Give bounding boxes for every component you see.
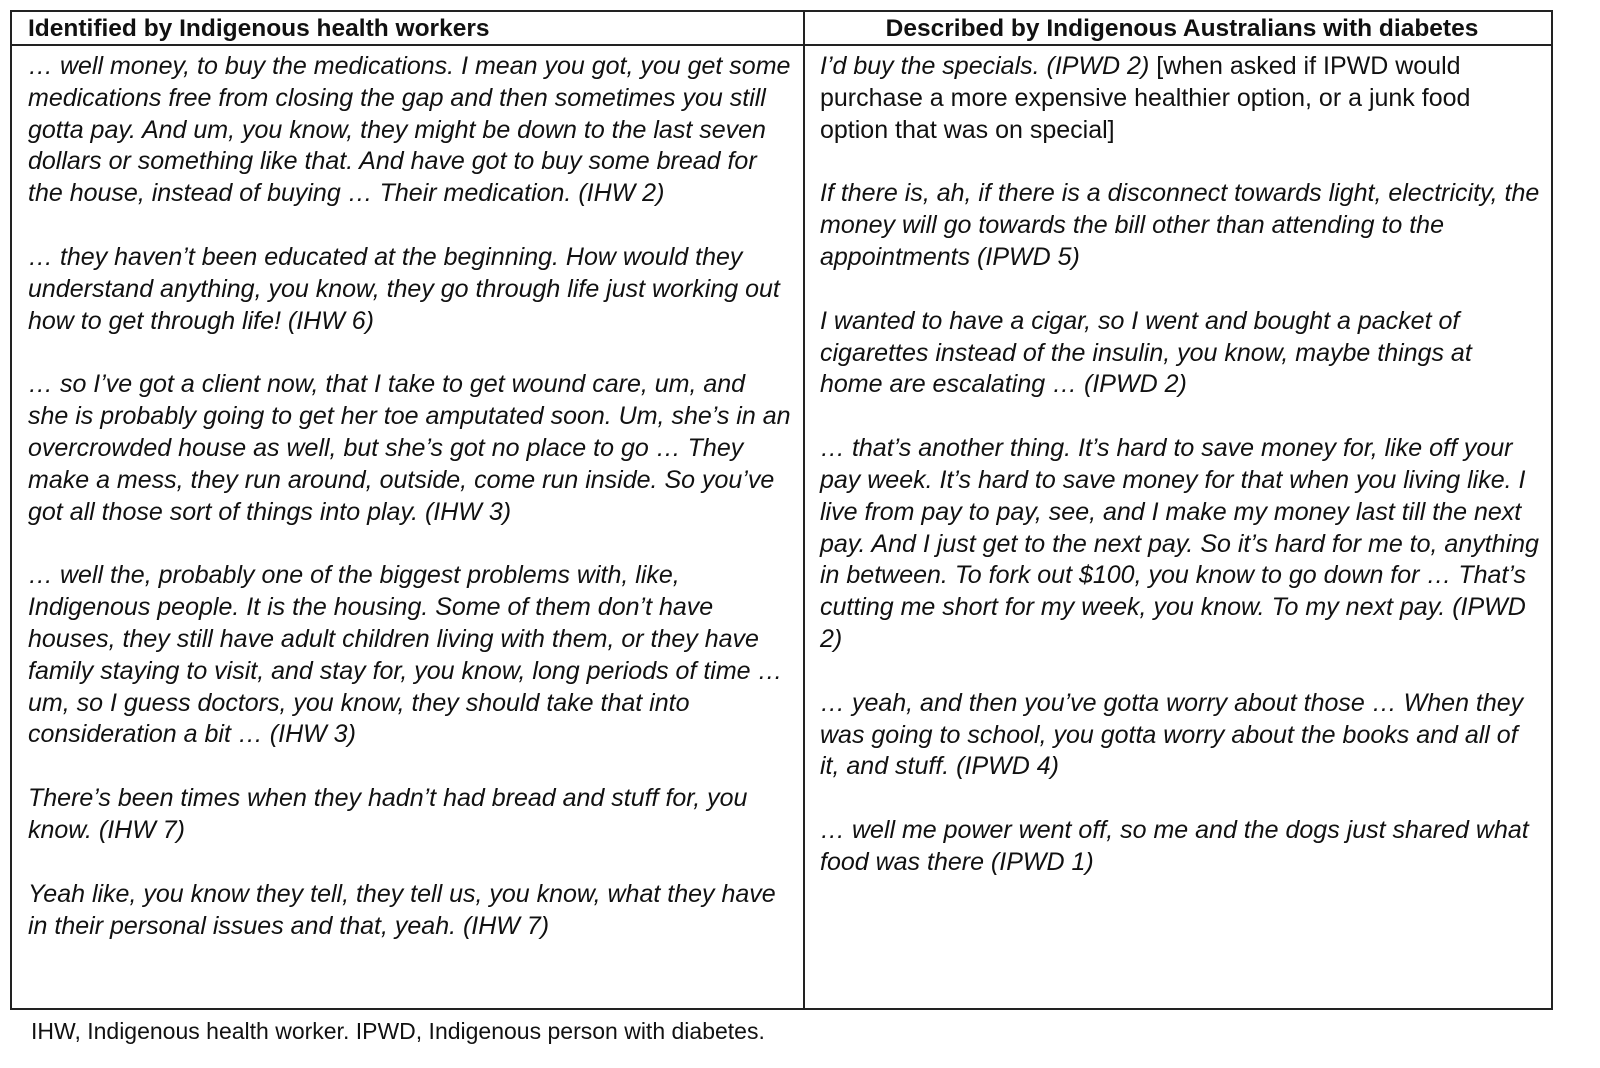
quote-ihw-bread bbox=[28, 783, 791, 847]
quote-text: There’s been times when they hadn’t had bread and stuff for, you know. (IHW 7) bbox=[28, 784, 748, 844]
quote-ipwd-cigarettes bbox=[820, 306, 1541, 401]
quote-ihw-overcrowded-house bbox=[28, 369, 791, 528]
quotes-table bbox=[10, 10, 1553, 1010]
quote-text: … well me power went off, so me and the dogs just shared what food was there (IPWD 1) bbox=[820, 816, 1529, 876]
quote-text: I’d buy the specials. (IPWD 2) bbox=[820, 52, 1150, 80]
quote-text: … so I’ve got a client now, that I take to get wound care, um, and she is probably going to get her toe amputated soon. Um, she’s in an overcrowded house as well, but she’s got no place to go … They make a mess, they run around, outside, come run inside. So you’ve got all those sort of things into play. (IHW 3) bbox=[28, 370, 791, 526]
quote-text: Yeah like, you know they tell, they tell us, you know, what they have in their personal issues and that, yeah. (IHW 7) bbox=[28, 879, 776, 940]
quote-ipwd-specials bbox=[820, 51, 1541, 146]
quote-ihw-education bbox=[28, 242, 791, 337]
table-footnote: IHW, Indigenous health worker. IPWD, Indigenous person with diabetes. bbox=[31, 1018, 765, 1044]
diabetes-quotes-cell bbox=[805, 46, 1551, 1008]
quote-text: … well the, probably one of the biggest problems with, like, Indigenous people. It is the housing. Some of them don’t have houses, they still have adult children living with them, or they have family staying to visit, and stay for, you know, long periods of time … um, so I guess doctors, you know, they should take that into consideration a bit … (IHW 3) bbox=[28, 561, 783, 749]
quote-text: If there is, ah, if there is a disconnect towards light, electricity, the money will go towards the bill other than attending to the appointments (IPWD 5) bbox=[820, 179, 1540, 271]
quote-text: … that’s another thing. It’s hard to save money for, like off your pay week. It’s hard to save money for that when you living like. I live from pay to pay, see, and I make my money last till the next pay. And I just get to the next pay. So it’s hard for me to, anything in between. To fork out $100, you know to go down for … That’s cutting me short for my week, you know. To my next pay. (IPWD 2) bbox=[820, 434, 1539, 653]
quote-editorial-note: [when asked if IPWD would purchase a more expensive healthier option, or a junk food option that was on special] bbox=[820, 52, 1471, 144]
quote-text: I wanted to have a cigar, so I went and bought a packet of cigarettes instead of the insulin, you know, maybe things at home are escalating … (IPWD 2) bbox=[820, 306, 1472, 399]
column-header-health-workers: Identified by Indigenous health workers bbox=[12, 12, 805, 46]
quote-ipwd-electricity bbox=[820, 178, 1541, 273]
quote-text: … well money, to buy the medications. I mean you got, you get some medications free from closing the gap and then sometimes you still gotta pay. And um, you know, they might be down to the last seven dollars or something like that. And have got to buy some bread for the house, instead of buying … Their medication. (IHW 2) bbox=[28, 52, 791, 208]
health-worker-quotes-cell bbox=[12, 46, 805, 1008]
quote-ihw-money-medications bbox=[28, 51, 791, 210]
quote-ipwd-saving-money bbox=[820, 433, 1541, 656]
quote-ipwd-power-off bbox=[820, 815, 1541, 879]
quote-ipwd-school-books bbox=[820, 688, 1541, 783]
column-header-people-with-diabetes: Described by Indigenous Australians with diabetes bbox=[805, 12, 1551, 46]
quote-text: … yeah, and then you’ve gotta worry about those … When they was going to school, you gotta worry about the books and all of it, and stuff. (IPWD 4) bbox=[820, 688, 1524, 781]
quote-ihw-housing bbox=[28, 560, 791, 751]
quote-text: … they haven’t been educated at the beginning. How would they understand anything, you know, they go through life just working out how to get through life! (IHW 6) bbox=[28, 242, 780, 335]
quote-ihw-personal-issues bbox=[28, 879, 791, 943]
